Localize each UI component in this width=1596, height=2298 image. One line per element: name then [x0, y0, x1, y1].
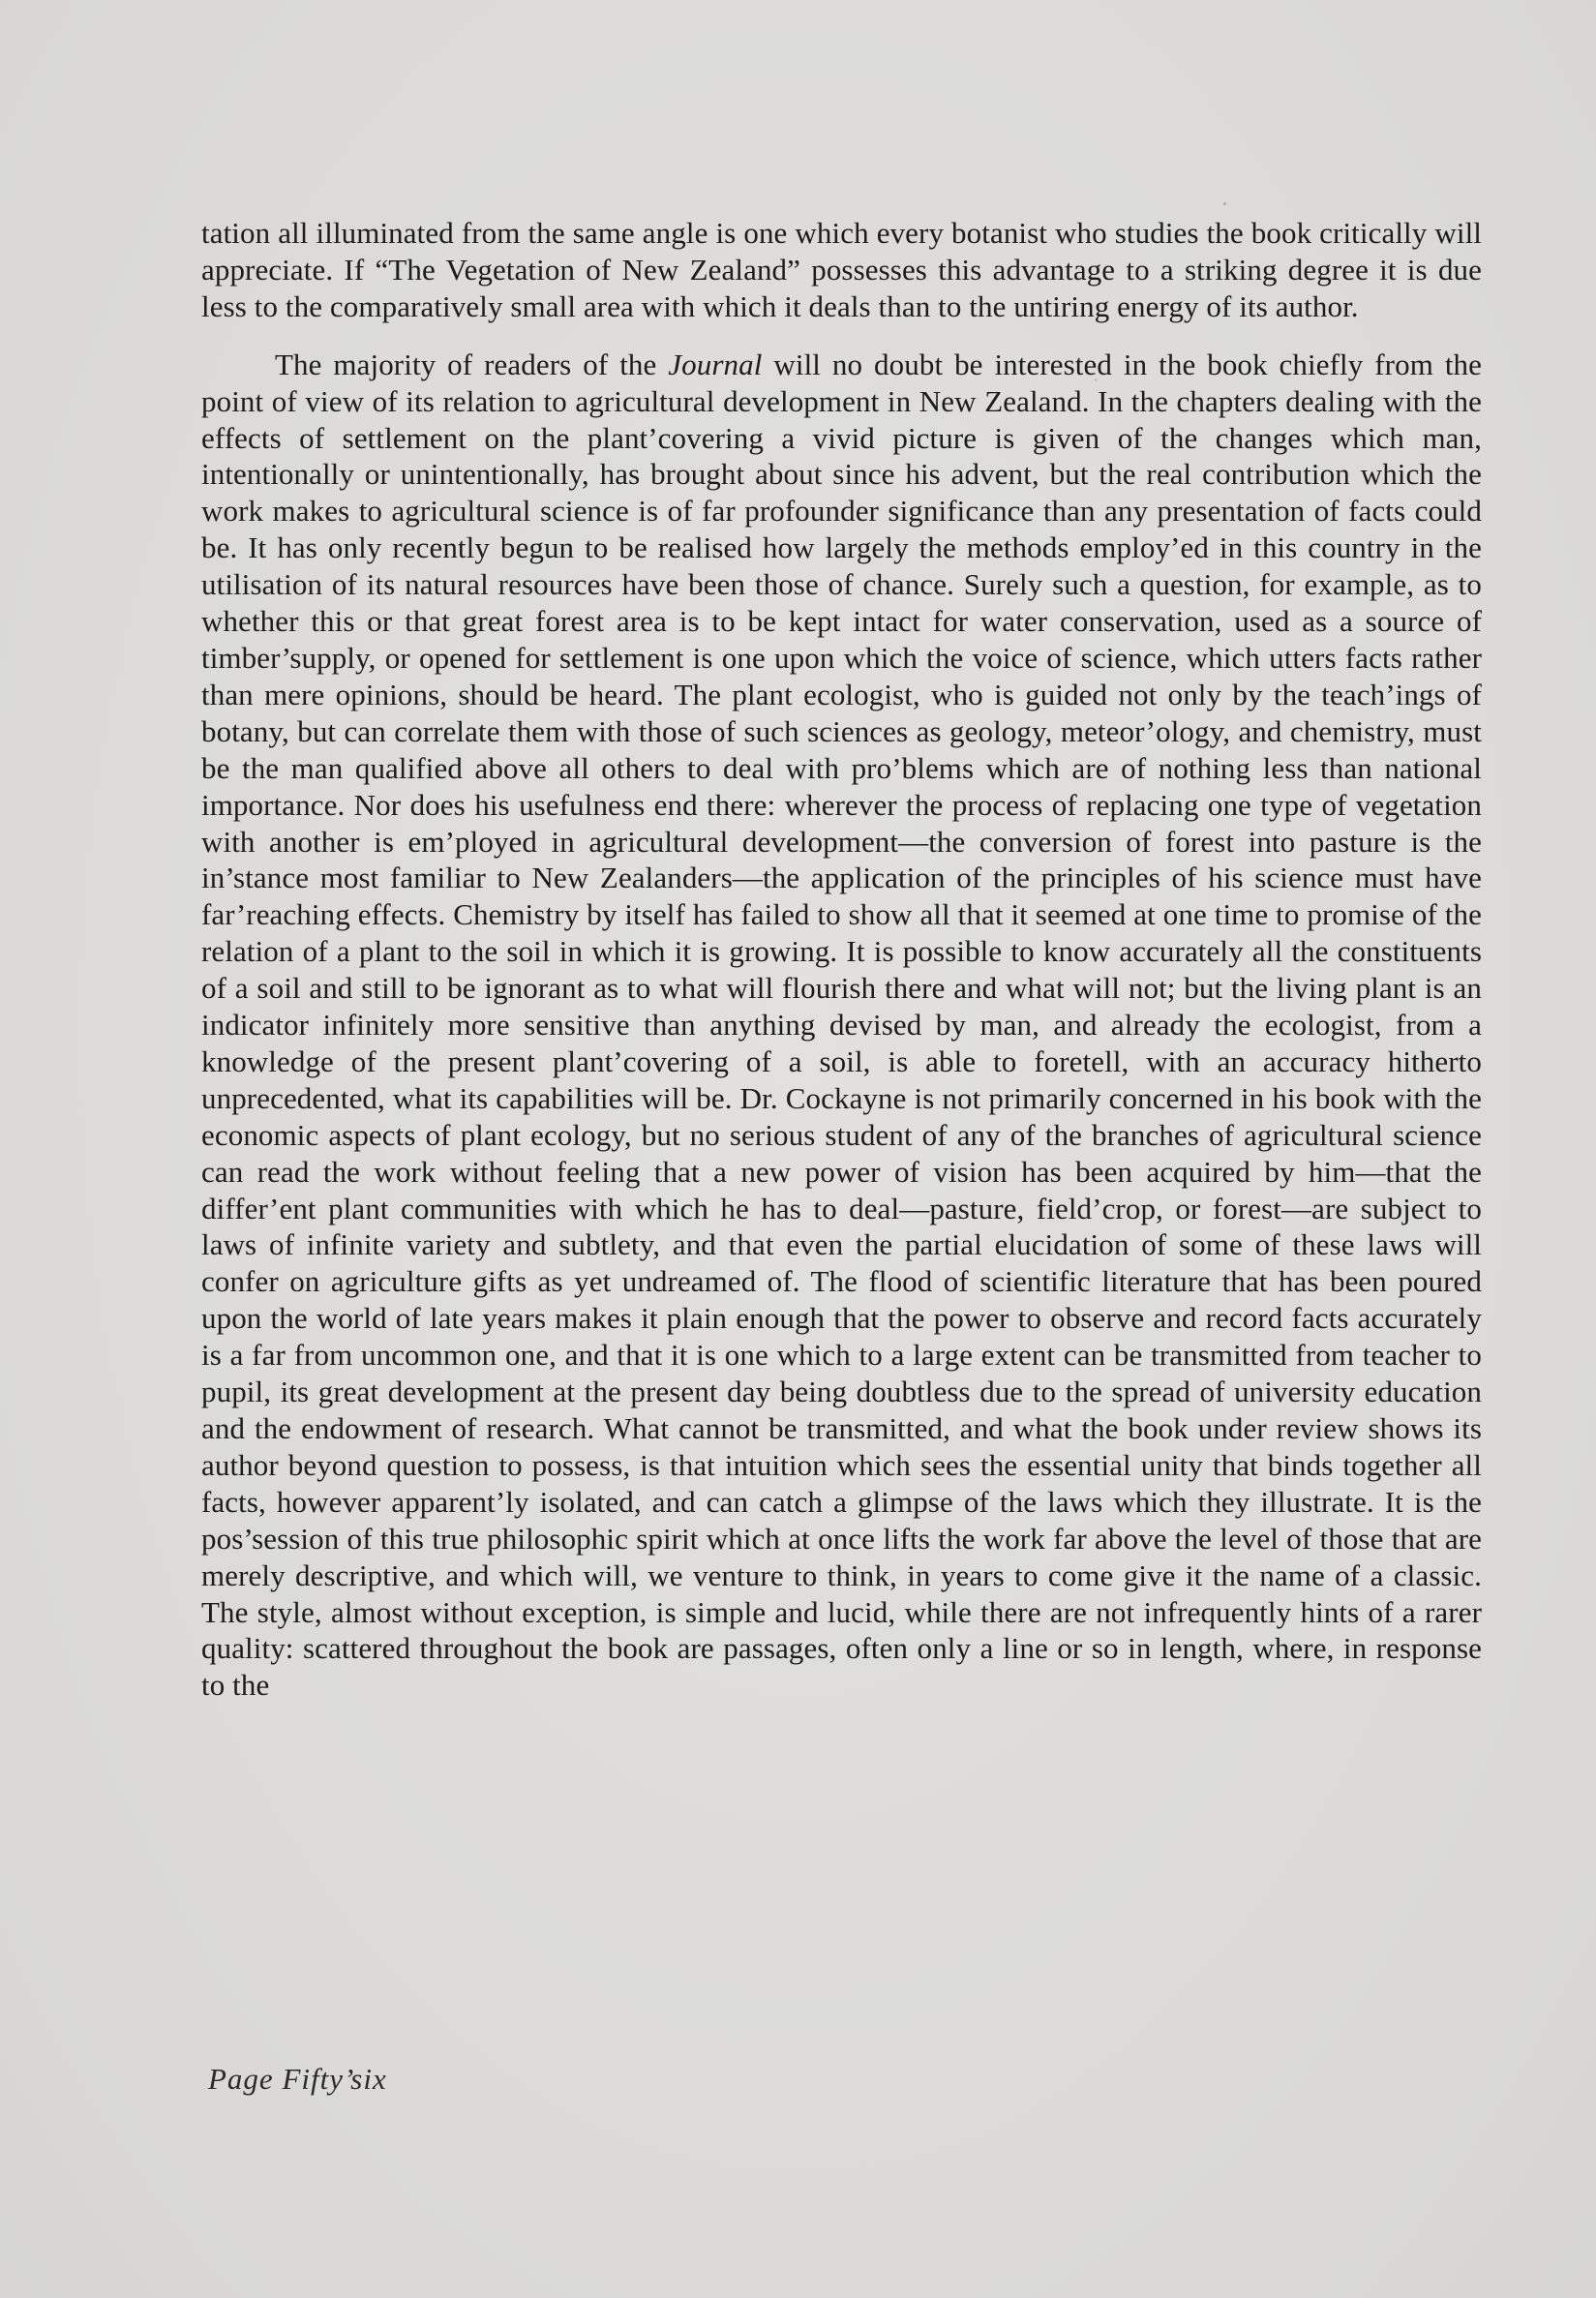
body-text — [201, 215, 1482, 1704]
paragraph-continuation: tation all illuminated from the same angle is one which every botanist who studies the book critically will appreciate. If “The Vegetation of New Zealand” possesses this advantage to a striking degree it is due less to the comparatively small area with which it deals than to the untiring energy of its author. — [201, 216, 1482, 323]
journal-title: Journal — [668, 347, 763, 381]
paragraph-main — [201, 347, 1482, 1705]
page-number: Page Fifty’six — [208, 2062, 387, 2096]
paper-speck — [1223, 202, 1226, 205]
paragraph-lead: The majority of readers of the — [275, 347, 669, 381]
paragraph-body: will no doubt be interested in the book chiefly from the point of view of its relation to agricultural development in New Zealand. In the chapters dealing with the effects of settlement on the plant’covering a vivid picture is given of the changes which man, intentionally or unintentionally, has brought about since his advent, but the real contribution which the work makes to agricultural science is of far profounder significance than any presentation of facts could be. It has only recently begun to be realised how largely the methods employ’ed in this country in the utilisation of its natural resources have been those of chance. Surely such a question, for example, as to whether this or that great forest area is to be kept intact for water conservation, used as a source of timber’supply, or opened for settlement is one upon which the voice of science, which utters facts rather than mere opinions, should be heard. The plant ecologist, who is guided not only by the teach’ings of botany, but can correlate them with those of such sciences as geology, meteor’ology, and chemistry, must be the man qualified above all others to deal with pro’blems which are of nothing less than national importance. Nor does his usefulness end there: wherever the process of replacing one type of vegetation with another is em’ployed in agricultural development—the conversion of forest into pasture is the in’stance most familiar to New Zealanders—the application of the principles of his science must have far’reaching effects. Chemistry by itself has failed to show all that it seemed at one time to promise of the relation of a plant to the soil in which it is growing. It is possible to know accurately all the constituents of a soil and still to be ignorant as to what will flourish there and what will not; but the living plant is an indicator infinitely more sensitive than anything devised by man, and already the ecologist, from a knowledge of the present plant’covering of a soil, is able to foretell, with an accuracy hitherto unprecedented, what its capabilities will be. Dr. Cockayne is not primarily concerned in his book with the economic aspects of plant ecology, but no serious student of any of the branches of agricultural science can read the work without feeling that a new power of vision has been acquired by him—that the differ’ent plant communities with which he has to deal—pasture, field’crop, or forest—are subject to laws of infinite variety and subtlety, and that even the partial elucidation of some of these laws will confer on agriculture gifts as yet undreamed of. The flood of scientific literature that has been poured upon the world of late years makes it plain enough that the power to observe and record facts accurately is a far from uncommon one, and that it is one which to a large extent can be transmitted from teacher to pupil, its great development at the present day being doubtless due to the spread of university education and the endowment of research. What cannot be transmitted, and what the book under review shows its author beyond question to possess, is that intuition which sees the essential unity that binds together all facts, however apparent’ly isolated, and can catch a glimpse of the laws which they illustrate. It is the pos’session of this true philosophic spirit which at once lifts the work far above the level of those that are merely descriptive, and which will, we venture to think, in years to come give it the name of a classic. The style, almost without exception, is simple and lucid, while there are not infrequently hints of a rarer quality: scattered throughout the book are passages, often only a line or so in length, where, in response to the — [201, 347, 1483, 1703]
